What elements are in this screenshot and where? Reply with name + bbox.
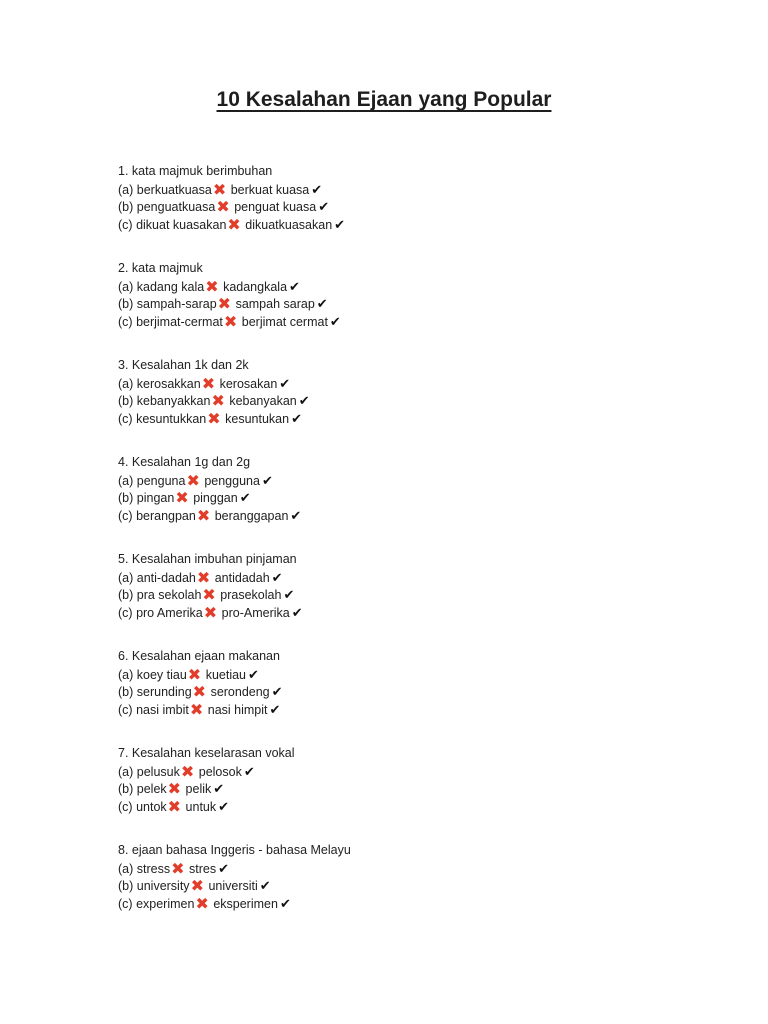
check-icon: ✔: [271, 569, 283, 585]
cross-icon: ✖: [212, 181, 227, 199]
wrong-spelling: berjimat-cermat: [136, 314, 223, 329]
list-item: [118, 410, 718, 428]
cross-icon: ✖: [171, 860, 185, 878]
correct-spelling: sampah sarap: [235, 297, 315, 311]
item-label: (a): [118, 570, 134, 585]
section: [118, 163, 718, 260]
item-label: (b): [118, 685, 134, 699]
section: [118, 648, 718, 745]
section-heading: 1. kata majmuk berimbuhan: [118, 164, 273, 178]
item-label: (c): [118, 896, 133, 911]
check-icon: ✔: [279, 375, 291, 391]
check-icon: ✔: [291, 410, 302, 426]
correct-spelling: serondeng: [210, 685, 270, 699]
cross-icon: ✖: [217, 296, 232, 313]
wrong-spelling: kadang kala: [136, 279, 205, 294]
correct-spelling: pinggan: [193, 491, 238, 505]
item-label: (c): [118, 411, 133, 426]
item-label: (c): [118, 508, 133, 523]
section: [118, 454, 718, 551]
check-icon: ✔: [334, 216, 346, 232]
correct-spelling: kuetiau: [205, 667, 246, 682]
wrong-spelling: pelek: [136, 782, 167, 796]
correct-spelling: kesuntukan: [225, 411, 290, 426]
section: [118, 842, 718, 939]
check-icon: ✔: [291, 604, 303, 620]
correct-spelling: berkuat kuasa: [230, 182, 310, 197]
list-item: [118, 877, 718, 895]
check-icon: ✔: [248, 666, 259, 682]
wrong-spelling: berkuatkuasa: [136, 182, 212, 197]
wrong-spelling: penguatkuasa: [136, 200, 216, 214]
check-icon: ✔: [316, 296, 328, 311]
item-label: (a): [118, 473, 134, 488]
list-item: [118, 780, 718, 798]
cross-icon: ✖: [203, 604, 218, 622]
cross-icon: ✖: [167, 798, 182, 816]
wrong-spelling: berangpan: [136, 508, 196, 523]
correct-spelling: prasekolah: [220, 588, 282, 602]
cross-icon: ✖: [189, 701, 204, 719]
cross-icon: ✖: [190, 878, 204, 895]
item-label: (c): [118, 702, 133, 717]
item-label: (c): [118, 217, 133, 232]
correct-spelling: penguat kuasa: [234, 200, 317, 214]
item-label: (c): [118, 799, 133, 814]
list-item: [118, 569, 718, 587]
wrong-spelling: experimen: [136, 896, 195, 911]
correct-spelling: kerosakan: [219, 376, 278, 391]
cross-icon: ✖: [186, 472, 200, 490]
wrong-spelling: anti-dadah: [136, 570, 196, 585]
section: [118, 357, 718, 454]
correct-spelling: dikuatkuasakan: [245, 217, 333, 232]
check-icon: ✔: [283, 587, 295, 602]
cross-icon: ✖: [201, 375, 216, 393]
item-label: (a): [118, 182, 134, 197]
correct-spelling: pengguna: [204, 473, 260, 488]
list-item: [118, 507, 718, 525]
cross-icon: ✖: [187, 666, 202, 684]
list-item: [118, 392, 718, 410]
item-label: (a): [118, 279, 134, 294]
item-label: (b): [118, 588, 134, 602]
check-icon: ✔: [213, 781, 225, 796]
page-title: 10 Kesalahan Ejaan yang Popular: [216, 88, 552, 111]
list-item: [118, 375, 718, 393]
correct-spelling: antidadah: [214, 570, 270, 585]
list-item: [118, 763, 718, 781]
cross-icon: ✖: [223, 313, 238, 331]
item-label: (a): [118, 764, 134, 779]
item-label: (c): [118, 605, 133, 620]
wrong-spelling: kerosakkan: [136, 376, 201, 391]
sections-list: [118, 163, 718, 939]
correct-spelling: kadangkala: [223, 279, 288, 294]
wrong-spelling: koey tiau: [136, 667, 187, 682]
section: [118, 260, 718, 357]
section-heading: 4. Kesalahan 1g dan 2g: [118, 455, 251, 469]
list-item: [118, 666, 718, 684]
section-heading: 7. Kesalahan keselarasan vokal: [118, 746, 295, 760]
check-icon: ✔: [261, 472, 273, 488]
item-label: (b): [118, 394, 134, 408]
cross-icon: ✖: [196, 569, 211, 587]
list-item: [118, 683, 718, 701]
section: [118, 551, 718, 648]
list-item: [118, 489, 718, 507]
section-heading: 2. kata majmuk: [118, 261, 203, 275]
check-icon: ✔: [239, 490, 251, 505]
check-icon: ✔: [269, 701, 281, 717]
list-item: [118, 295, 718, 313]
cross-icon: ✖: [195, 895, 209, 913]
item-label: (b): [118, 782, 134, 796]
cross-icon: ✖: [192, 684, 207, 701]
wrong-spelling: kebanyakkan: [136, 394, 211, 408]
wrong-spelling: pro Amerika: [136, 605, 203, 620]
item-label: (a): [118, 376, 134, 391]
list-item: [118, 216, 718, 234]
correct-spelling: berjimat cermat: [241, 314, 328, 329]
item-label: (a): [118, 861, 134, 876]
section-heading: 5. Kesalahan imbuhan pinjaman: [118, 552, 297, 566]
correct-spelling: pelosok: [198, 764, 242, 779]
wrong-spelling: pelusuk: [136, 764, 180, 779]
item-label: (b): [118, 297, 134, 311]
correct-spelling: untuk: [185, 799, 217, 814]
list-item: [118, 313, 718, 331]
correct-spelling: pelik: [185, 782, 212, 796]
check-icon: ✔: [329, 313, 341, 329]
wrong-spelling: pingan: [136, 491, 175, 505]
check-icon: ✔: [311, 181, 323, 197]
section: [118, 745, 718, 842]
item-label: (b): [118, 491, 134, 505]
cross-icon: ✖: [175, 490, 189, 507]
item-label: (c): [118, 314, 133, 329]
correct-spelling: stres: [189, 861, 217, 876]
check-icon: ✔: [279, 895, 291, 911]
correct-spelling: nasi himpit: [207, 702, 268, 717]
item-label: (a): [118, 667, 134, 682]
correct-spelling: kebanyakan: [229, 394, 297, 408]
correct-spelling: pro-Amerika: [221, 605, 290, 620]
cross-icon: ✖: [180, 763, 195, 781]
cross-icon: ✖: [227, 216, 241, 234]
check-icon: ✔: [271, 684, 283, 699]
cross-icon: ✖: [211, 393, 225, 410]
list-item: [118, 604, 718, 622]
wrong-spelling: sampah-sarap: [136, 297, 217, 311]
item-label: (b): [118, 200, 134, 214]
section-heading: 3. Kesalahan 1k dan 2k: [118, 358, 249, 372]
correct-spelling: universiti: [208, 879, 258, 893]
list-item: [118, 701, 718, 719]
wrong-spelling: stress: [136, 861, 171, 876]
list-item: [118, 278, 718, 296]
correct-spelling: beranggapan: [214, 508, 289, 523]
check-icon: ✔: [298, 393, 310, 408]
cross-icon: ✖: [167, 781, 182, 798]
wrong-spelling: kesuntukkan: [136, 411, 207, 426]
wrong-spelling: penguna: [136, 473, 186, 488]
wrong-spelling: dikuat kuasakan: [136, 217, 227, 232]
check-icon: ✔: [218, 860, 229, 876]
list-item: [118, 198, 718, 216]
check-icon: ✔: [289, 278, 300, 294]
wrong-spelling: university: [136, 879, 190, 893]
section-heading: 6. Kesalahan ejaan makanan: [118, 649, 280, 663]
list-item: [118, 860, 718, 878]
check-icon: ✔: [290, 507, 302, 523]
cross-icon: ✖: [196, 507, 211, 525]
check-icon: ✔: [218, 798, 230, 814]
item-label: (b): [118, 879, 134, 893]
correct-spelling: eksperimen: [213, 896, 278, 911]
cross-icon: ✖: [216, 199, 230, 216]
cross-icon: ✖: [207, 410, 221, 428]
check-icon: ✔: [318, 199, 330, 214]
list-item: [118, 181, 718, 199]
cross-icon: ✖: [202, 587, 216, 604]
wrong-spelling: pra sekolah: [136, 588, 202, 602]
list-item: [118, 586, 718, 604]
cross-icon: ✖: [205, 278, 219, 296]
wrong-spelling: nasi imbit: [136, 702, 189, 717]
section-heading: 8. ejaan bahasa Inggeris - bahasa Melayu: [118, 843, 351, 857]
list-item: [118, 895, 718, 913]
list-item: [118, 798, 718, 816]
list-item: [118, 472, 718, 490]
wrong-spelling: serunding: [136, 685, 192, 699]
check-icon: ✔: [259, 878, 271, 893]
check-icon: ✔: [243, 763, 255, 779]
wrong-spelling: untok: [136, 799, 167, 814]
